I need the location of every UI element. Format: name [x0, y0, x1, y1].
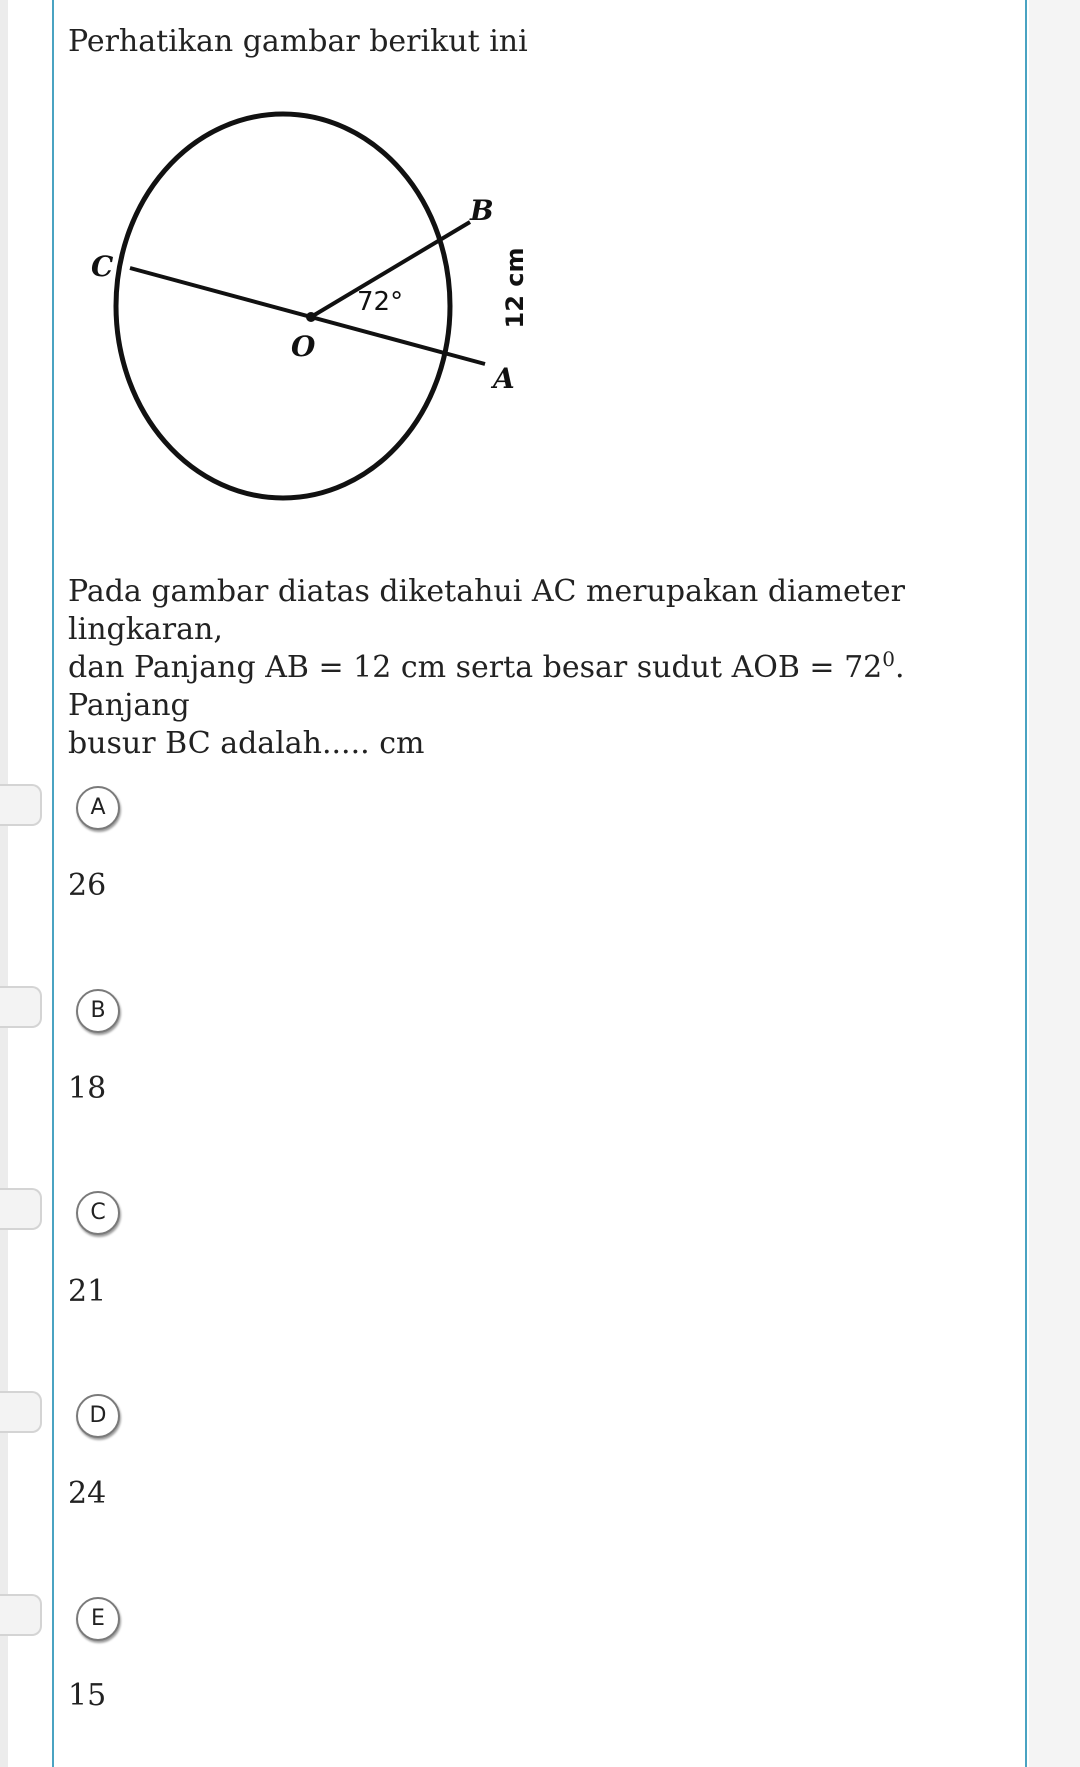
- option-c-value[interactable]: 21: [68, 1274, 107, 1309]
- option-b-value[interactable]: 18: [68, 1071, 107, 1106]
- degree-superscript: 0: [882, 647, 895, 671]
- label-o: O: [291, 330, 316, 363]
- left-gutter-stripe: [0, 0, 8, 1767]
- question-intro: Perhatikan gambar berikut ini: [68, 24, 528, 59]
- option-b-checkbox[interactable]: [0, 986, 42, 1028]
- label-b: B: [470, 194, 494, 227]
- label-c: C: [91, 250, 114, 283]
- label-a: A: [493, 362, 515, 395]
- question-line-2-post: . Panjang: [68, 650, 905, 723]
- option-e-checkbox[interactable]: [0, 1594, 42, 1636]
- question-text: [68, 573, 1018, 763]
- option-d-checkbox[interactable]: [0, 1391, 42, 1433]
- center-point: [306, 312, 316, 322]
- question-line-2-pre: dan Panjang AB = 12 cm serta besar sudut AOB = 72: [68, 650, 883, 685]
- question-line-3: busur BC adalah..... cm: [68, 726, 425, 761]
- option-a-badge[interactable]: A: [76, 786, 120, 830]
- circle-figure: [91, 110, 555, 530]
- option-d-value[interactable]: 24: [68, 1476, 107, 1511]
- option-c-checkbox[interactable]: [0, 1188, 42, 1230]
- option-b-badge[interactable]: B: [76, 989, 120, 1033]
- left-gutter: [0, 0, 52, 1767]
- option-c-badge[interactable]: C: [76, 1191, 120, 1235]
- option-e-value[interactable]: 15: [68, 1678, 107, 1713]
- option-a-checkbox[interactable]: [0, 784, 42, 826]
- option-e-badge[interactable]: E: [76, 1597, 120, 1641]
- angle-label: 72°: [357, 287, 404, 317]
- option-d-badge[interactable]: D: [76, 1394, 120, 1438]
- question-line-1: Pada gambar diatas diketahui AC merupakan diameter lingkaran,: [68, 574, 905, 647]
- length-label: 12 cm: [501, 247, 529, 329]
- right-gutter: [1029, 0, 1080, 1767]
- option-a-value[interactable]: 26: [68, 868, 107, 903]
